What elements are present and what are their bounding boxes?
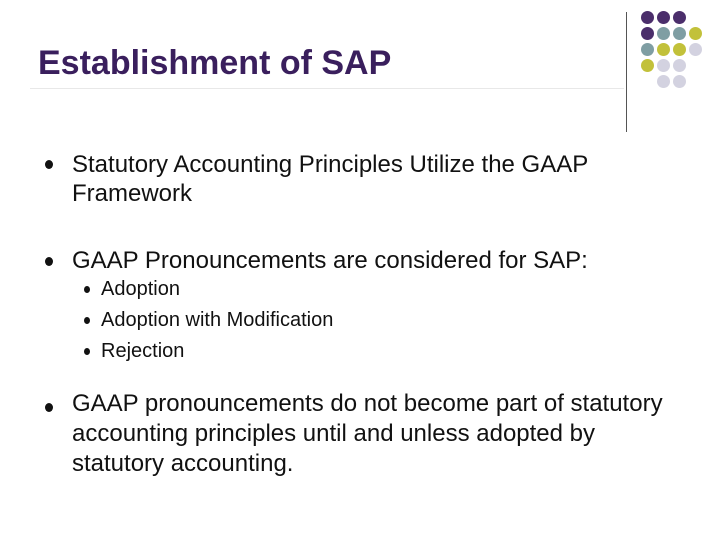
decor-dot	[657, 43, 670, 56]
decor-dot	[657, 75, 670, 88]
sub-bullet-dot	[84, 286, 90, 293]
slide-title: Establishment of SAP	[38, 44, 392, 82]
sub-bullet-dot	[84, 348, 90, 355]
bullet-dot	[45, 160, 53, 169]
decor-dot	[641, 27, 654, 40]
bullet-text-3: GAAP pronouncements do not become part of statutory accounting principles until and unless adopted by statutory accounting.	[72, 390, 663, 477]
bullet-text-2: GAAP Pronouncements are considered for SAP:	[72, 247, 588, 274]
bullet-dot	[45, 403, 53, 412]
vertical-divider	[626, 12, 627, 132]
sub-bullet-text-3: Rejection	[101, 340, 185, 362]
decor-dot	[673, 11, 686, 24]
title-divider	[30, 88, 624, 89]
decor-dot	[657, 59, 670, 72]
decor-dot	[673, 27, 686, 40]
decor-dot	[689, 43, 702, 56]
sub-bullet-text-2: Adoption with Modification	[101, 309, 334, 331]
sub-bullet-dot	[84, 317, 90, 324]
bullet-dot	[45, 257, 53, 266]
decor-dot	[673, 75, 686, 88]
decor-dot	[641, 43, 654, 56]
decor-dot	[641, 59, 654, 72]
decor-dot	[673, 59, 686, 72]
decor-dot	[657, 27, 670, 40]
bullet-text-1: Statutory Accounting Principles Utilize the GAAP Framework	[72, 151, 588, 207]
sub-bullet-text-1: Adoption	[101, 278, 180, 300]
decor-dot	[673, 43, 686, 56]
decor-dot	[689, 27, 702, 40]
decor-dot	[641, 11, 654, 24]
decor-dot	[657, 11, 670, 24]
